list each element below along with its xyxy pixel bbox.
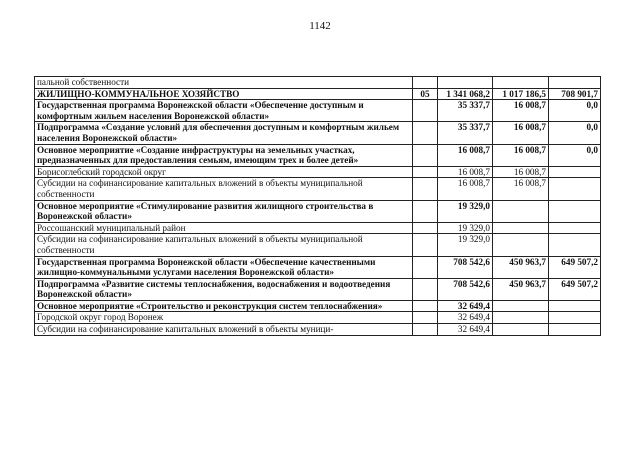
row-name-cell: Городской округ город Воронеж [35,312,413,324]
row-section-code-cell [413,144,438,166]
row-name-cell: Основное мероприятие «Стимулирование развития жилищного строительства в Воронежской области» [35,200,413,222]
row-section-code-cell [413,100,438,122]
row-amount-year1-cell: 32 649,4 [438,324,493,336]
table-row [35,222,601,234]
row-amount-year1-cell: 19 329,0 [438,234,493,256]
row-amount-year3-cell: 649 507,2 [549,278,601,300]
table-row [35,256,601,278]
row-name-cell: Борисоглебский городской округ [35,166,413,178]
row-section-code-cell [413,222,438,234]
row-amount-year2-cell [493,222,549,234]
row-amount-year1-cell: 708 542,6 [438,256,493,278]
row-amount-year3-cell [549,222,601,234]
row-amount-year2-cell [493,324,549,336]
row-amount-year3-cell: 0,0 [549,100,601,122]
row-section-code-cell [413,200,438,222]
row-section-code-cell [413,122,438,144]
row-amount-year2-cell [493,300,549,312]
row-name-cell: Россошанский муниципальный район [35,222,413,234]
budget-table [34,76,601,336]
row-name-cell: Субсидии на софинансирование капитальных вложений в объекты муниципальной собственности [35,178,413,200]
row-amount-year2-cell: 16 008,7 [493,166,549,178]
row-amount-year1-cell: 35 337,7 [438,100,493,122]
page-number: 1142 [309,20,331,32]
row-name-cell: Государственная программа Воронежской области «Обеспечение доступным и комфортным жильем населения Воронежской области» [35,100,413,122]
row-amount-year1-cell: 1 341 068,2 [438,88,493,100]
row-amount-year1-cell: 35 337,7 [438,122,493,144]
row-section-code-cell [413,77,438,89]
table-row [35,312,601,324]
row-amount-year3-cell [549,178,601,200]
row-section-code-cell [413,234,438,256]
table-row [35,324,601,336]
row-amount-year3-cell [549,312,601,324]
row-amount-year2-cell: 16 008,7 [493,144,549,166]
row-amount-year2-cell: 450 963,7 [493,256,549,278]
row-amount-year2-cell: 16 008,7 [493,122,549,144]
row-amount-year2-cell [493,312,549,324]
table-row [35,178,601,200]
table-row [35,100,601,122]
row-amount-year3-cell [549,234,601,256]
row-amount-year1-cell: 32 649,4 [438,300,493,312]
row-amount-year3-cell [549,300,601,312]
table-row [35,77,601,89]
row-amount-year1-cell: 19 329,0 [438,222,493,234]
row-amount-year1-cell: 19 329,0 [438,200,493,222]
row-name-cell: Подпрограмма «Развитие системы теплоснабжения, водоснабжения и водоотведения Воронежской области» [35,278,413,300]
row-amount-year2-cell: 16 008,7 [493,178,549,200]
row-amount-year3-cell: 0,0 [549,122,601,144]
row-amount-year3-cell: 649 507,2 [549,256,601,278]
table-row [35,278,601,300]
row-section-code-cell [413,178,438,200]
row-section-code-cell [413,166,438,178]
row-section-code-cell [413,300,438,312]
table-row [35,234,601,256]
row-section-code-cell [413,324,438,336]
row-amount-year3-cell [549,77,601,89]
row-amount-year3-cell: 0,0 [549,144,601,166]
row-amount-year2-cell [493,77,549,89]
row-amount-year1-cell: 16 008,7 [438,166,493,178]
row-name-cell: Основное мероприятие «Строительство и реконструкция систем теплоснабжения» [35,300,413,312]
row-amount-year2-cell [493,200,549,222]
row-amount-year3-cell: 708 901,7 [549,88,601,100]
row-section-code-cell [413,312,438,324]
row-name-cell: Подпрограмма «Создание условий для обеспечения доступным и комфортным жильем населения Воронежской области» [35,122,413,144]
row-amount-year1-cell: 16 008,7 [438,144,493,166]
row-name-cell: Государственная программа Воронежской области «Обеспечение качественными жилищно-коммунальными услугами населения Воронежской области» [35,256,413,278]
row-section-code-cell [413,278,438,300]
row-amount-year1-cell: 708 542,6 [438,278,493,300]
row-name-cell: Основное мероприятие «Создание инфраструктуры на земельных участках, предназначенных для предоставления семьям, имеющим трех и более детей» [35,144,413,166]
row-amount-year3-cell [549,324,601,336]
table-row [35,122,601,144]
row-name-cell: ЖИЛИЩНО-КОММУНАЛЬНОЕ ХОЗЯЙСТВО [35,88,413,100]
row-amount-year3-cell [549,200,601,222]
table-row [35,166,601,178]
table-row [35,300,601,312]
row-amount-year1-cell [438,77,493,89]
row-amount-year2-cell: 16 008,7 [493,100,549,122]
table-row [35,144,601,166]
row-name-cell: Субсидии на софинансирование капитальных вложений в объекты муниципальной собственности [35,234,413,256]
table-row [35,200,601,222]
row-amount-year3-cell [549,166,601,178]
row-amount-year1-cell: 16 008,7 [438,178,493,200]
row-amount-year1-cell: 32 649,4 [438,312,493,324]
row-name-cell: Субсидии на софинансирование капитальных вложений в объекты муници- [35,324,413,336]
row-amount-year2-cell: 450 963,7 [493,278,549,300]
row-section-code-cell: 05 [413,88,438,100]
row-name-cell: пальной собственности [35,77,413,89]
row-section-code-cell [413,256,438,278]
budget-table-body [35,77,601,336]
row-amount-year2-cell [493,234,549,256]
row-amount-year2-cell: 1 017 186,5 [493,88,549,100]
table-row [35,88,601,100]
